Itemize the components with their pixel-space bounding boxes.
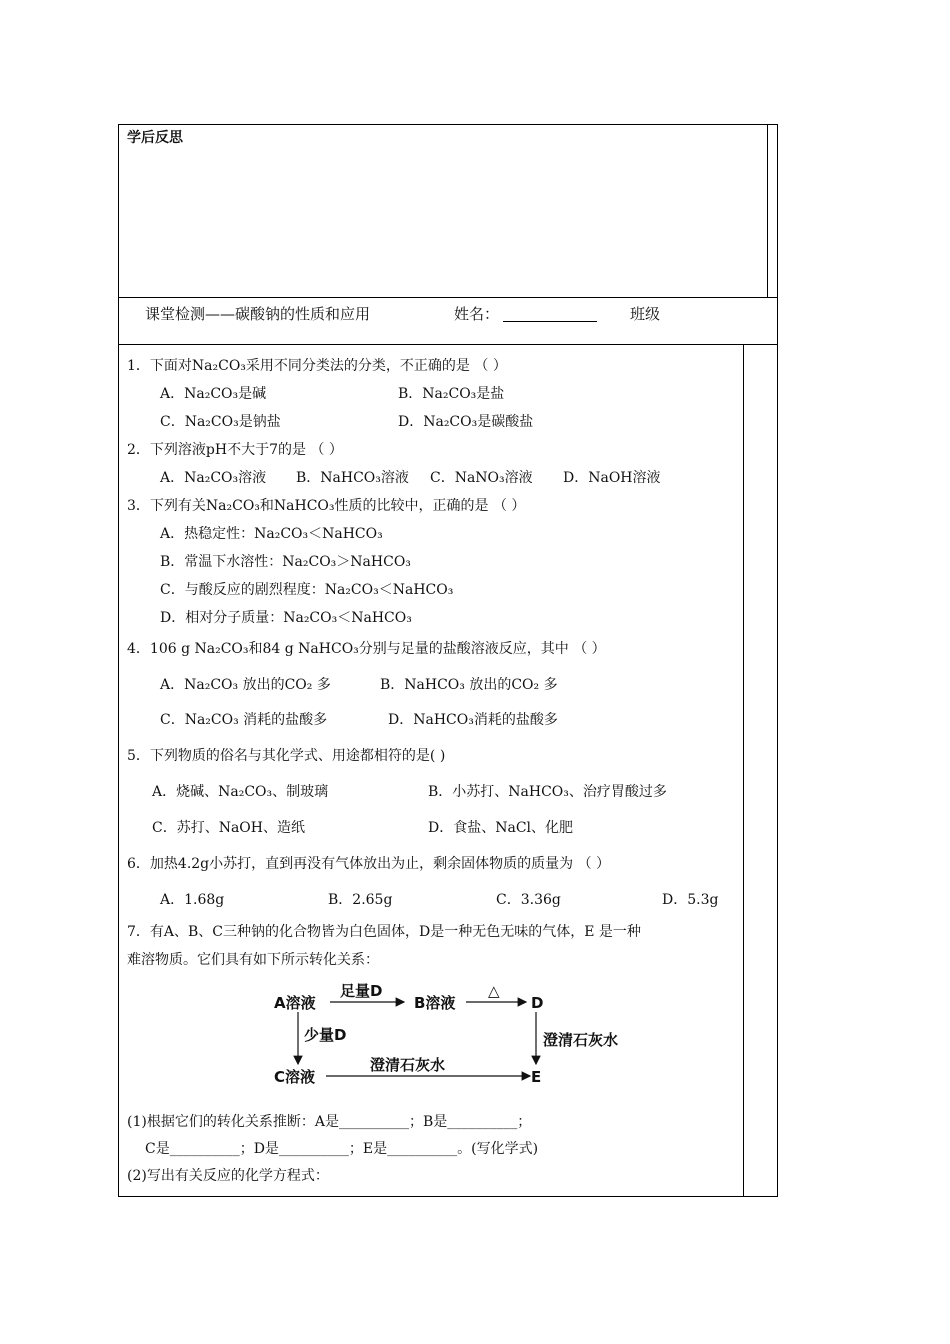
q5-option-d: D．食盐、NaCl、化肥 — [428, 820, 574, 836]
q2-stem: 2．下列溶液pH不大于7的是 （ ） — [127, 442, 343, 458]
question-box-top-border — [118, 344, 778, 345]
question-box-bottom-border — [118, 1196, 778, 1197]
q3-option-b: B．常温下水溶性：Na₂CO₃＞NaHCO₃ — [160, 554, 411, 570]
label-heat: △ — [488, 982, 500, 1000]
question-box-left-border — [118, 344, 119, 1196]
q5-stem: 5．下列物质的俗名与其化学式、用途都相符的是( ) — [127, 748, 446, 764]
question-box-inner-right-border — [743, 344, 744, 1196]
q6-option-b: B．2.65g — [328, 892, 393, 908]
node-a-solution: A溶液 — [274, 994, 316, 1012]
node-e: E — [531, 1068, 542, 1086]
reflection-box-left-border — [118, 124, 119, 298]
q7-part1-continued: C是__________；D是__________；E是__________。(写化学式) — [145, 1141, 539, 1157]
q5-option-b: B．小苏打、NaHCO₃、治疗胃酸过多 — [428, 784, 667, 800]
reflection-title: 学后反思 — [127, 130, 183, 146]
q1-option-c: C．Na₂CO₃是钠盐 — [160, 414, 281, 430]
q6-option-c: C．3.36g — [496, 892, 561, 908]
q5-option-a: A．烧碱、Na₂CO₃、制玻璃 — [152, 784, 329, 800]
header-top-border — [118, 297, 778, 298]
name-blank-underline — [503, 321, 597, 322]
header-left-border — [118, 297, 119, 345]
q4-option-b: B．NaHCO₃ 放出的CO₂ 多 — [380, 677, 558, 693]
q6-stem: 6．加热4.2g小苏打，直到再没有气体放出为止，剩余固体物质的质量为 （ ） — [127, 856, 611, 872]
q2-option-c: C．NaNO₃溶液 — [430, 470, 533, 486]
q3-option-d: D．相对分子质量：Na₂CO₃＜NaHCO₃ — [160, 610, 412, 626]
q7-stem-line1: 7．有A、B、C三种钠的化合物皆为白色固体，D是一种无色无味的气体，E 是一种 — [127, 924, 641, 940]
reflection-box-top-border — [118, 124, 778, 125]
label-limewater-bottom: 澄清石灰水 — [370, 1056, 446, 1074]
q6-option-d: D．5.3g — [662, 892, 719, 908]
node-b-solution: B溶液 — [414, 994, 456, 1012]
label-little-d: 少量D — [304, 1026, 347, 1044]
node-d: D — [531, 994, 544, 1012]
conversion-diagram — [268, 978, 628, 1090]
question-box-right-border — [777, 344, 778, 1196]
q2-option-a: A．Na₂CO₃溶液 — [160, 470, 267, 486]
q3-option-a: A．热稳定性：Na₂CO₃＜NaHCO₃ — [160, 526, 383, 542]
name-label: 姓名： — [454, 305, 500, 323]
reflection-box-outer-right-border — [777, 124, 778, 298]
q1-option-d: D．Na₂CO₃是碳酸盐 — [398, 414, 534, 430]
q4-option-d: D．NaHCO₃消耗的盐酸多 — [388, 712, 558, 728]
q4-option-c: C．Na₂CO₃ 消耗的盐酸多 — [160, 712, 328, 728]
reflection-box-right-border — [767, 124, 768, 298]
q3-option-c: C．与酸反应的剧烈程度：Na₂CO₃＜NaHCO₃ — [160, 582, 454, 598]
q2-option-d: D．NaOH溶液 — [563, 470, 661, 486]
q4-option-a: A．Na₂CO₃ 放出的CO₂ 多 — [160, 677, 331, 693]
header-right-border — [777, 297, 778, 345]
q5-option-c: C．苏打、NaOH、造纸 — [152, 820, 305, 836]
q1-option-b: B．Na₂CO₃是盐 — [398, 386, 505, 402]
q1-option-a: A．Na₂CO₃是碱 — [160, 386, 267, 402]
node-c-solution: C溶液 — [274, 1068, 316, 1086]
quiz-title: 课堂检测——碳酸钠的性质和应用 — [145, 305, 371, 323]
q2-option-b: B．NaHCO₃溶液 — [296, 470, 409, 486]
q3-stem: 3．下列有关Na₂CO₃和NaHCO₃性质的比较中，正确的是 （ ） — [127, 498, 526, 514]
label-limewater-right: 澄清石灰水 — [543, 1031, 619, 1049]
q7-part1: (1)根据它们的转化关系推断：A是__________；B是__________； — [127, 1114, 532, 1130]
q7-part2: (2)写出有关反应的化学方程式： — [127, 1168, 329, 1184]
q7-stem-line2: 难溶物质。它们具有如下所示转化关系： — [127, 952, 379, 968]
q1-stem: 1．下面对Na₂CO₃采用不同分类法的分类，不正确的是 （ ） — [127, 358, 507, 374]
class-label: 班级 — [630, 305, 661, 323]
q6-option-a: A．1.68g — [160, 892, 225, 908]
label-excess-d: 足量D — [340, 982, 383, 1000]
q4-stem: 4．106 g Na₂CO₃和84 g NaHCO₃分别与足量的盐酸溶液反应，其中 （ ） — [127, 641, 606, 657]
